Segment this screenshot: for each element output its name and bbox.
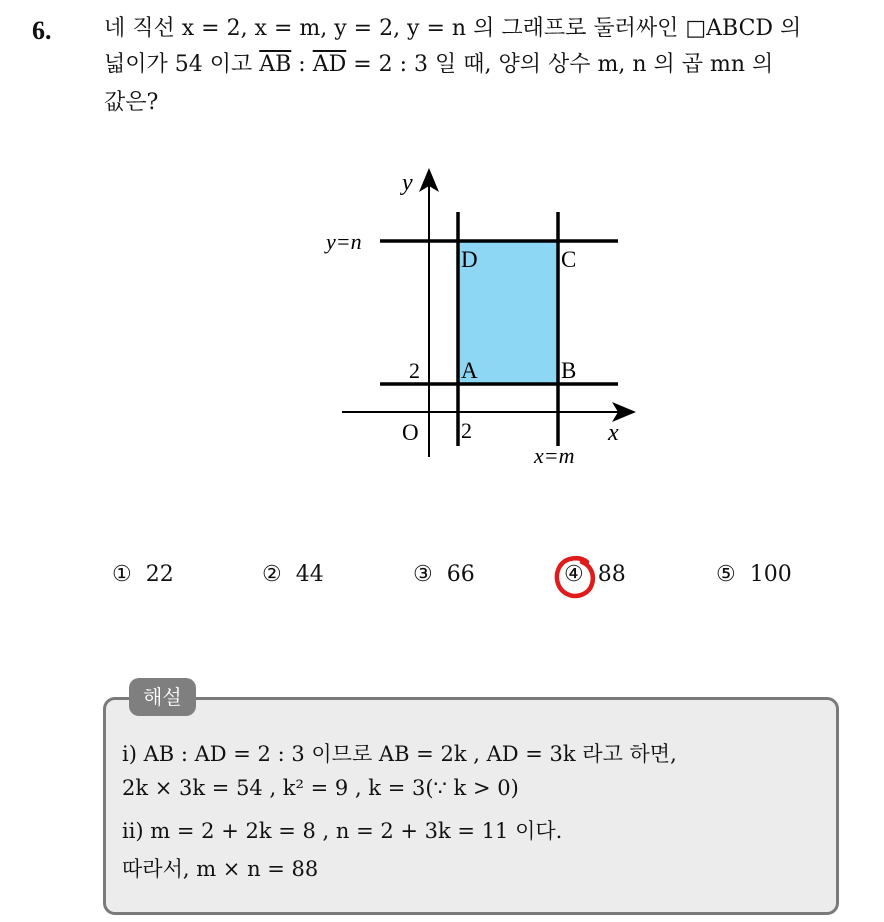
x-axis-label: x xyxy=(608,420,619,446)
choice-3[interactable] xyxy=(413,562,475,587)
tick-label-y-2: 2 xyxy=(409,358,420,383)
question-text-segment: = 2 : 3 일 때, 양의 상수 m, n 의 곱 mn 의 xyxy=(346,52,774,77)
segment-ab: $\overline{AB}$ xyxy=(259,52,292,77)
vertex-c-label: C xyxy=(561,247,577,272)
question-number: 6. xyxy=(32,16,52,45)
choice-mark: ① xyxy=(112,562,132,587)
line-xm-label: x=m xyxy=(534,443,575,468)
choice-mark: ⑤ xyxy=(716,562,736,587)
choice-5[interactable] xyxy=(716,562,792,587)
question-text-line-2 xyxy=(104,50,773,80)
y-axis-label: y xyxy=(402,170,413,196)
solution-line-2: 2k × 3k = 54 , k² = 9 , k = 3(∵ k > 0) xyxy=(122,776,519,800)
choice-mark: ③ xyxy=(413,562,433,587)
solution-line-3: ⅱ) m = 2 + 2k = 8 , n = 2 + 3k = 11 이다. xyxy=(122,819,563,843)
vertex-b-label: B xyxy=(561,358,577,383)
answer-circle-mark xyxy=(552,554,598,600)
choice-value: 44 xyxy=(295,562,324,587)
question-text-segment: 넓이가 54 이고 xyxy=(104,52,260,77)
coordinate-figure xyxy=(320,160,650,480)
choice-value: 100 xyxy=(749,562,792,587)
vertex-d-label: D xyxy=(461,247,478,272)
solution-tag: 해설 xyxy=(129,678,196,716)
segment-ad: $\overline{AD}$ xyxy=(312,52,347,77)
solution-line-4: 따라서, m × n = 88 xyxy=(122,857,319,881)
question-text-line-1: 네 직선 x = 2, x = m, y = 2, y = n 의 그래프로 둘러싸인 □ABCD 의 xyxy=(104,16,802,41)
line-yn-label: y=n xyxy=(326,229,362,254)
choice-2[interactable] xyxy=(262,562,324,587)
choice-1[interactable] xyxy=(112,562,174,587)
choice-mark: ④ xyxy=(564,562,584,587)
choice-value: 22 xyxy=(145,562,174,587)
vertex-a-label: A xyxy=(461,358,478,383)
choice-mark: ② xyxy=(262,562,282,587)
hand-drawn-circle-icon xyxy=(552,554,598,600)
choice-value: 66 xyxy=(446,562,475,587)
choice-value: 88 xyxy=(597,562,626,587)
question-text-line-3: 값은? xyxy=(104,90,159,115)
ratio-colon: : xyxy=(291,52,313,77)
origin-label: O xyxy=(402,420,419,445)
tick-label-x-2: 2 xyxy=(461,418,472,443)
solution-line-1: ⅰ) AB : AD = 2 : 3 이므로 AB = 2k , AD = 3k 라고 하면, xyxy=(122,742,677,766)
coordinate-graph xyxy=(320,160,650,480)
